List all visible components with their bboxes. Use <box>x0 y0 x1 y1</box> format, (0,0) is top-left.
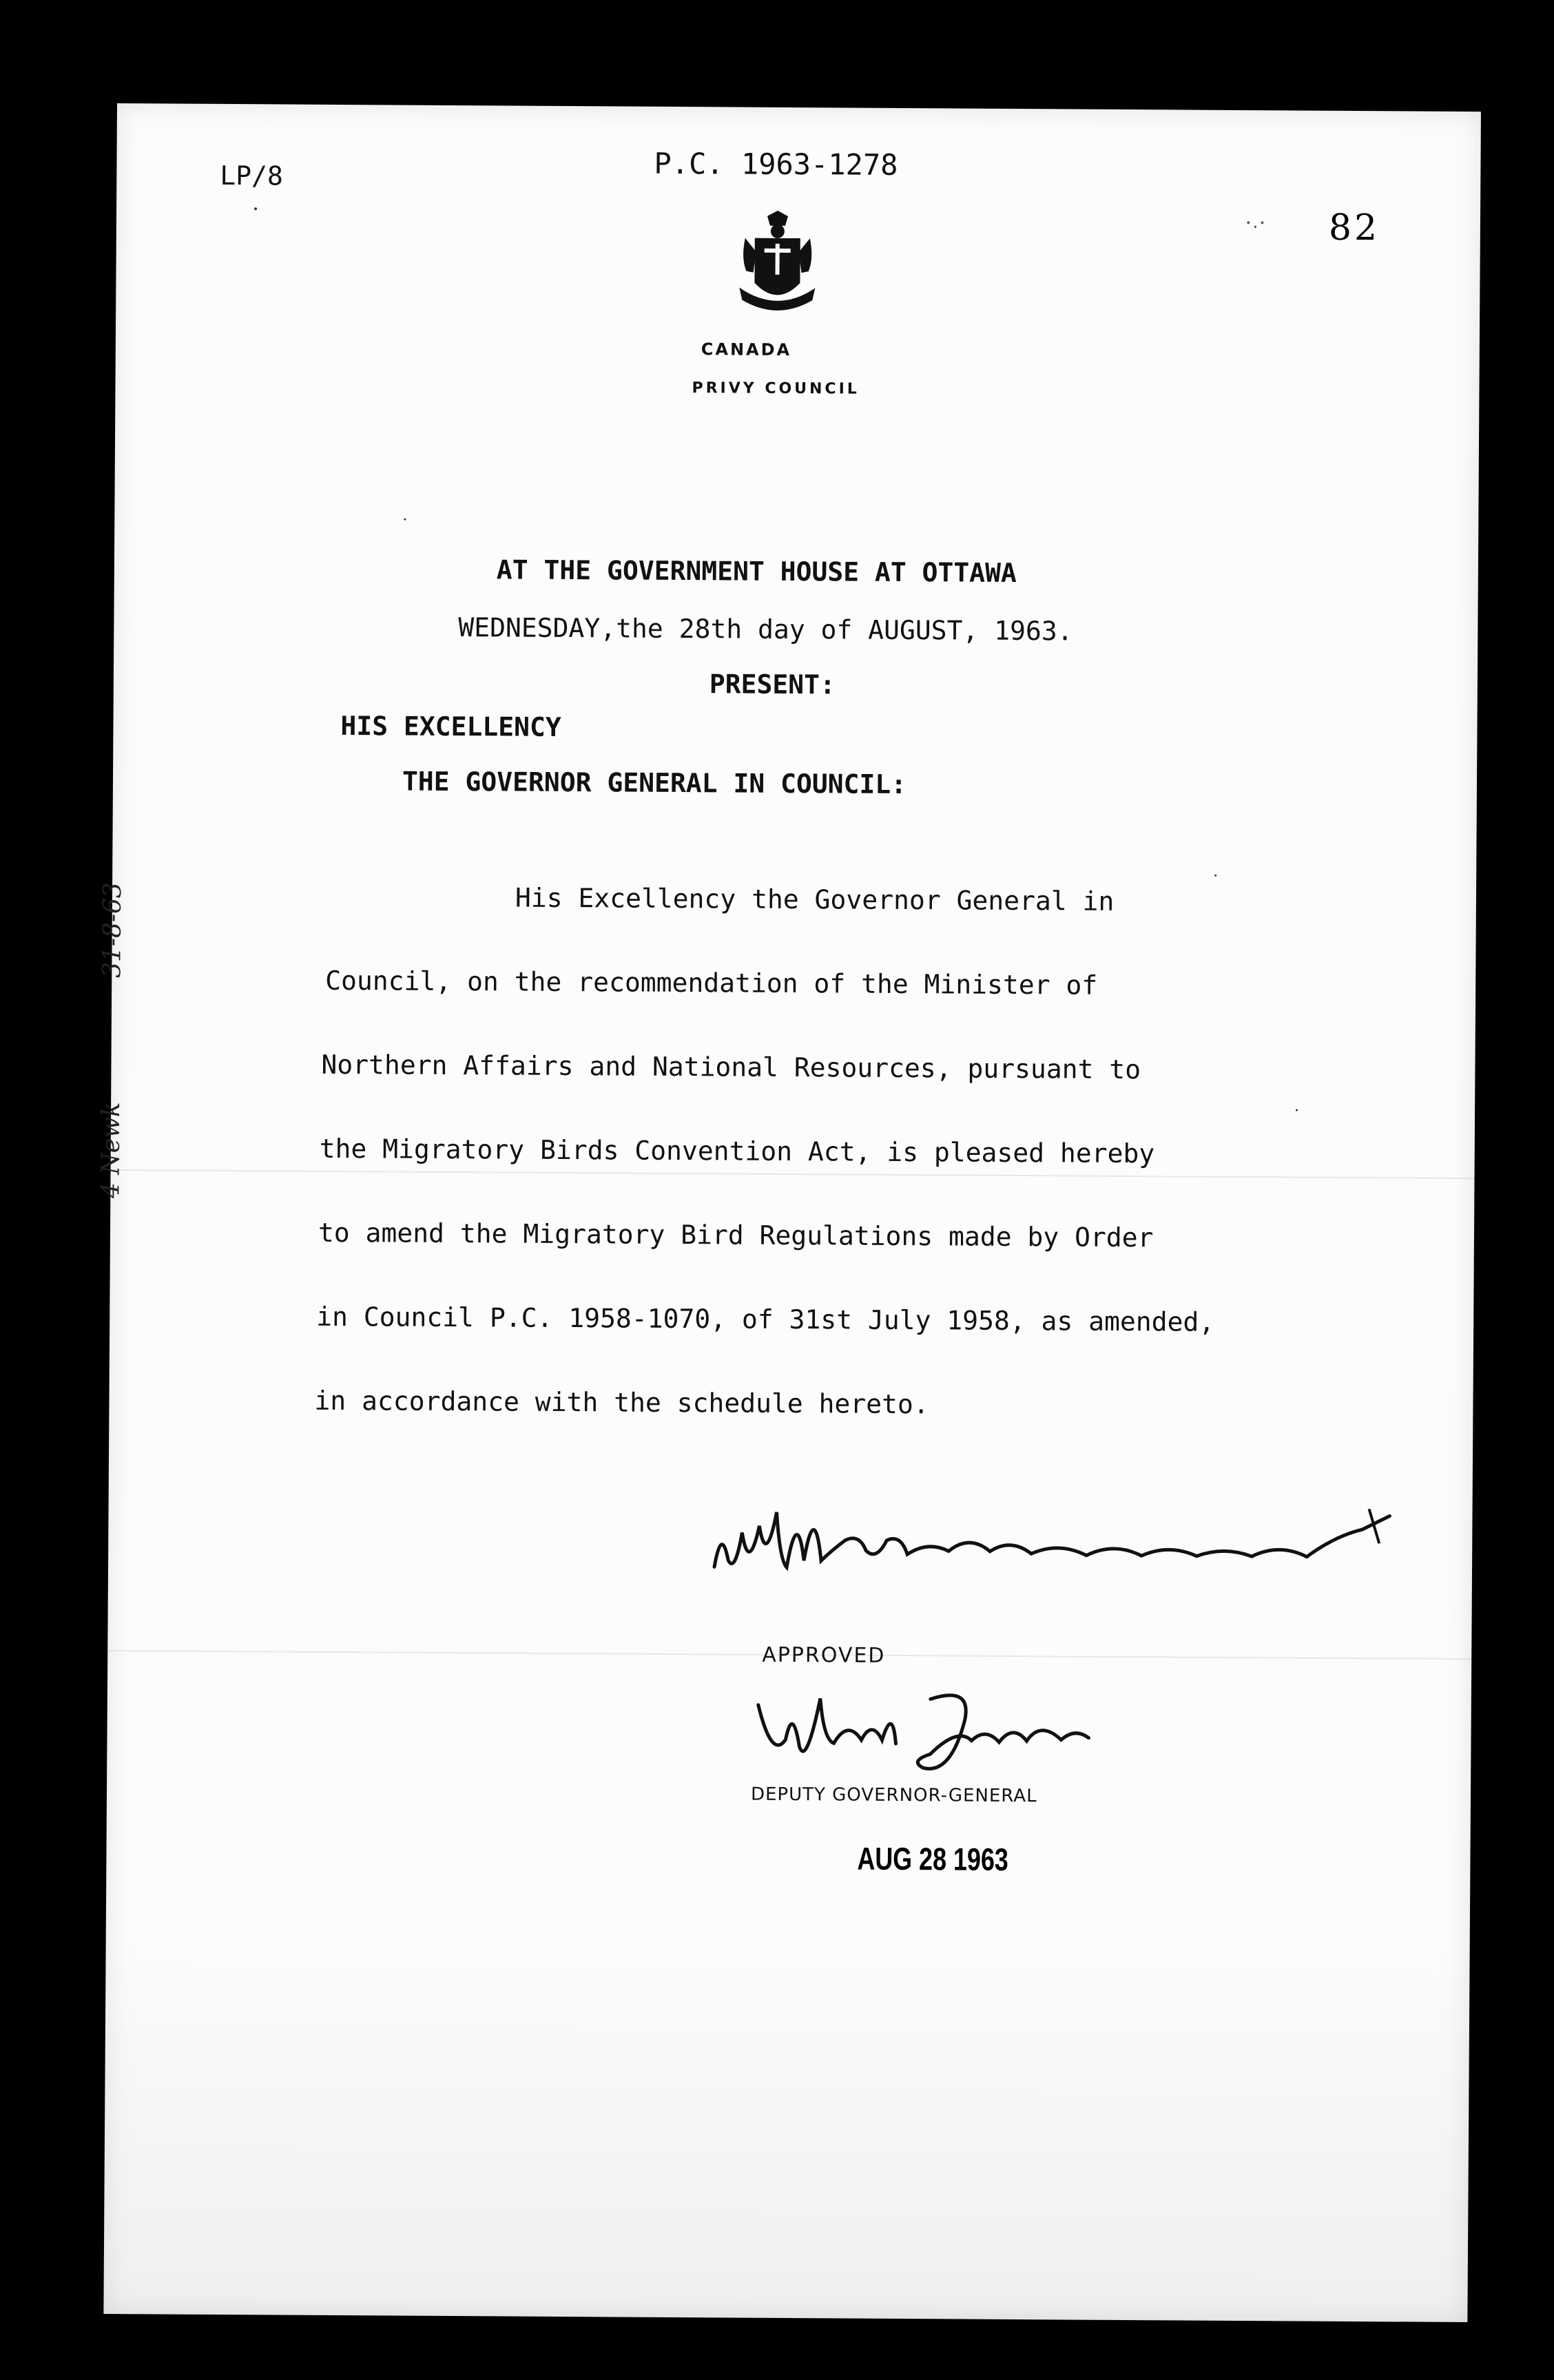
speck <box>254 207 257 210</box>
deputy-title: DEPUTY GOVERNOR-GENERAL <box>750 1784 1037 1807</box>
governor-line: THE GOVERNOR GENERAL IN COUNCIL: <box>402 766 907 800</box>
body-line: the Migratory Birds Convention Act, is pleased hereby <box>319 1133 1155 1169</box>
file-reference: LP/8 <box>220 160 284 191</box>
excellency-line: HIS EXCELLENCY <box>340 710 561 742</box>
body-line: to amend the Migratory Bird Regulations made by Order <box>318 1217 1154 1253</box>
present-label: PRESENT: <box>709 669 836 700</box>
date-stamp: AUG 28 1963 <box>857 1840 1009 1877</box>
fold-line <box>111 1169 1475 1179</box>
margin-note-part: 4 Newk <box>96 1102 126 1199</box>
body-line: His Excellency the Governor General in <box>515 882 1115 917</box>
speck <box>404 519 406 521</box>
crest-label: CANADA <box>701 340 792 359</box>
folio-number: 82 <box>1328 207 1380 249</box>
speck <box>1296 1109 1298 1111</box>
place-heading: AT THE GOVERNMENT HOUSE AT OTTAWA <box>496 554 1017 588</box>
body-line: in Council P.C. 1958-1070, of 31st July 1958, as amended, <box>316 1301 1215 1337</box>
minister-signature-icon <box>701 1484 1404 1591</box>
body-line: Council, on the recommendation of the Minister of <box>325 965 1098 1001</box>
office-label: PRIVY COUNCIL <box>692 379 860 398</box>
body-line: Northern Affairs and National Resources, pursuant to <box>321 1049 1141 1085</box>
deputy-signature-icon <box>744 1678 1103 1783</box>
folio-mark: ꞏ.ꞏ <box>1245 215 1265 233</box>
coat-of-arms-icon <box>725 210 829 321</box>
body-line: in accordance with the schedule hereto. <box>314 1385 929 1420</box>
order-number: P.C. 1963-1278 <box>654 146 898 182</box>
margin-note-date: 31-8-63 <box>98 881 127 979</box>
speck <box>1214 875 1216 877</box>
date-line: WEDNESDAY,the 28th day of AUGUST, 1963. <box>458 612 1073 647</box>
approved-label: APPROVED <box>762 1642 886 1668</box>
document-page <box>96 103 1481 2322</box>
